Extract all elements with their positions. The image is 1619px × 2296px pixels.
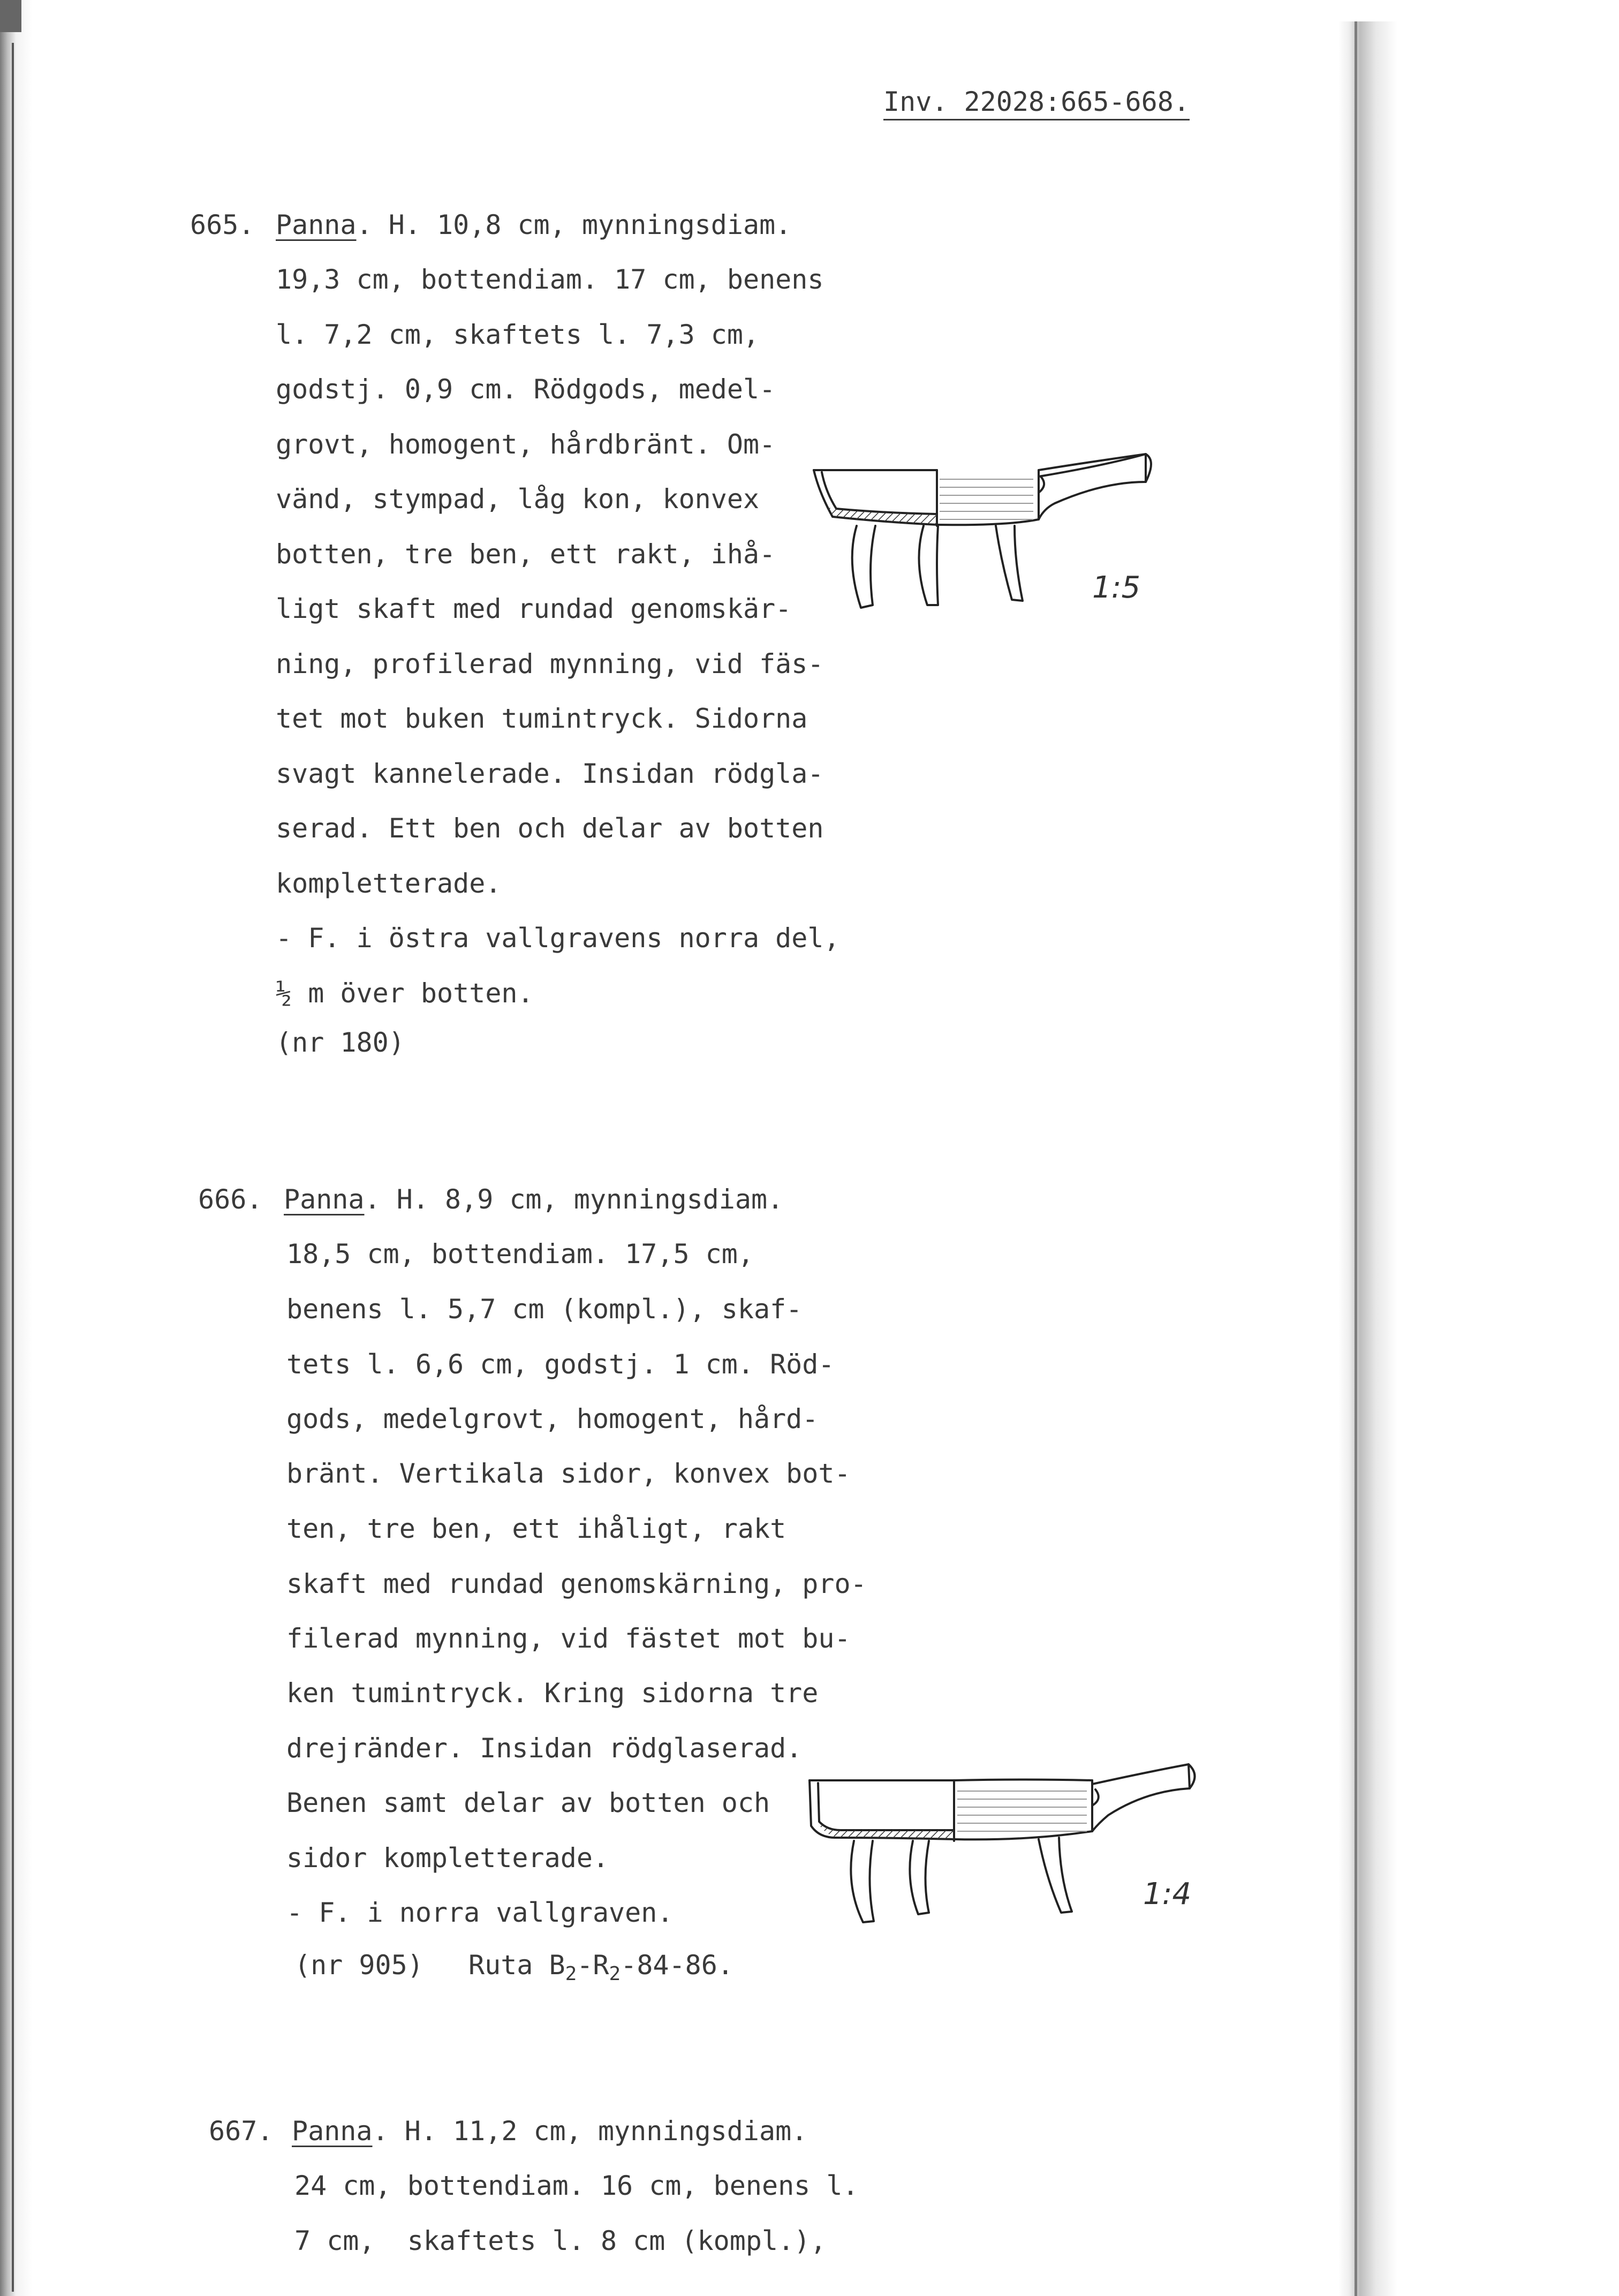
entry-line: filerad mynning, vid fästet mot bu- xyxy=(286,1623,851,1654)
entry-title: Panna xyxy=(284,1184,365,1215)
entry-line: kompletterade. xyxy=(276,868,502,899)
entry-line: 24 cm, bottendiam. 16 cm, benens l. xyxy=(294,2170,859,2201)
entry-line: botten, tre ben, ett rakt, ihå- xyxy=(276,539,776,570)
entry-title: Panna xyxy=(292,2116,373,2147)
entry-line: drejränder. Insidan rödglaserad. xyxy=(286,1733,803,1764)
entry-line: godstj. 0,9 cm. Rödgods, medel- xyxy=(276,374,776,405)
entry-title: Panna xyxy=(276,209,357,240)
scan-edge-right xyxy=(1338,21,1619,2296)
entry-first-line: . H. 8,9 cm, mynningsdiam. xyxy=(364,1184,784,1215)
scan-edge-line-right xyxy=(1355,21,1357,2296)
entry-line: ten, tre ben, ett ihåligt, rakt xyxy=(286,1513,786,1544)
scan-edge-line xyxy=(12,43,14,2292)
entry-line: serad. Ett ben och delar av botten xyxy=(276,813,824,844)
scale-label: 1:5 xyxy=(1092,570,1141,605)
entry-line: - F. i norra vallgraven. xyxy=(286,1897,674,1928)
entry-line: tets l. 6,6 cm, godstj. 1 cm. Röd- xyxy=(286,1349,835,1380)
entry-heading xyxy=(284,1183,783,1215)
scale-label: 1:4 xyxy=(1143,1877,1192,1912)
entry-line: benens l. 5,7 cm (kompl.), skaf- xyxy=(286,1294,803,1325)
entry-line: svagt kannelerade. Insidan rödgla- xyxy=(276,758,824,789)
entry-line: grovt, homogent, hårdbränt. Om- xyxy=(276,429,776,460)
entry-line: ½ m över botten. xyxy=(276,978,534,1009)
entry-first-line: . H. 11,2 cm, mynningsdiam. xyxy=(372,2116,808,2147)
entry-line: 19,3 cm, bottendiam. 17 cm, benens xyxy=(276,264,824,295)
entry-heading xyxy=(292,2115,807,2147)
entry-find-number: (nr 905) xyxy=(294,1950,423,1981)
entry-line: Benen samt delar av botten och xyxy=(286,1787,770,1818)
scan-corner-mark xyxy=(0,0,21,32)
entry-line: (nr 180) xyxy=(276,1027,405,1058)
entry-line: bränt. Vertikala sidor, konvex bot- xyxy=(286,1458,851,1489)
entry-line: 18,5 cm, bottendiam. 17,5 cm, xyxy=(286,1238,754,1270)
entry-line: ligt skaft med rundad genomskär- xyxy=(276,593,792,624)
inventory-number: Inv. 22028:665-668. xyxy=(883,86,1190,120)
entry-line: tet mot buken tumintryck. Sidorna xyxy=(276,703,808,734)
entry-number: 666. xyxy=(198,1184,263,1215)
entry-line: 7 cm, skaftets l. 8 cm (kompl.), xyxy=(294,2225,827,2256)
entry-grid-reference: Ruta $B_2-R_2-84-86$. xyxy=(468,1950,733,1985)
entry-line: gods, medelgrovt, homogent, hård- xyxy=(286,1403,819,1434)
entry-line: l. 7,2 cm, skaftets l. 7,3 cm, xyxy=(276,319,760,350)
entry-line: ken tumintryck. Kring sidorna tre xyxy=(286,1678,819,1709)
entry-line: ning, profilerad mynning, vid fäs- xyxy=(276,648,824,679)
entry-heading xyxy=(276,209,791,241)
entry-number: 667. xyxy=(209,2116,274,2147)
scan-edge-left xyxy=(0,0,32,2296)
entry-line: sidor kompletterade. xyxy=(286,1842,609,1874)
entry-line: vänd, stympad, låg kon, konvex xyxy=(276,484,760,515)
entry-line: skaft med rundad genomskärning, pro- xyxy=(286,1568,867,1599)
entry-number: 665. xyxy=(190,209,255,240)
entry-first-line: . H. 10,8 cm, mynningsdiam. xyxy=(356,209,792,240)
entry-line: - F. i östra vallgravens norra del, xyxy=(276,923,840,954)
